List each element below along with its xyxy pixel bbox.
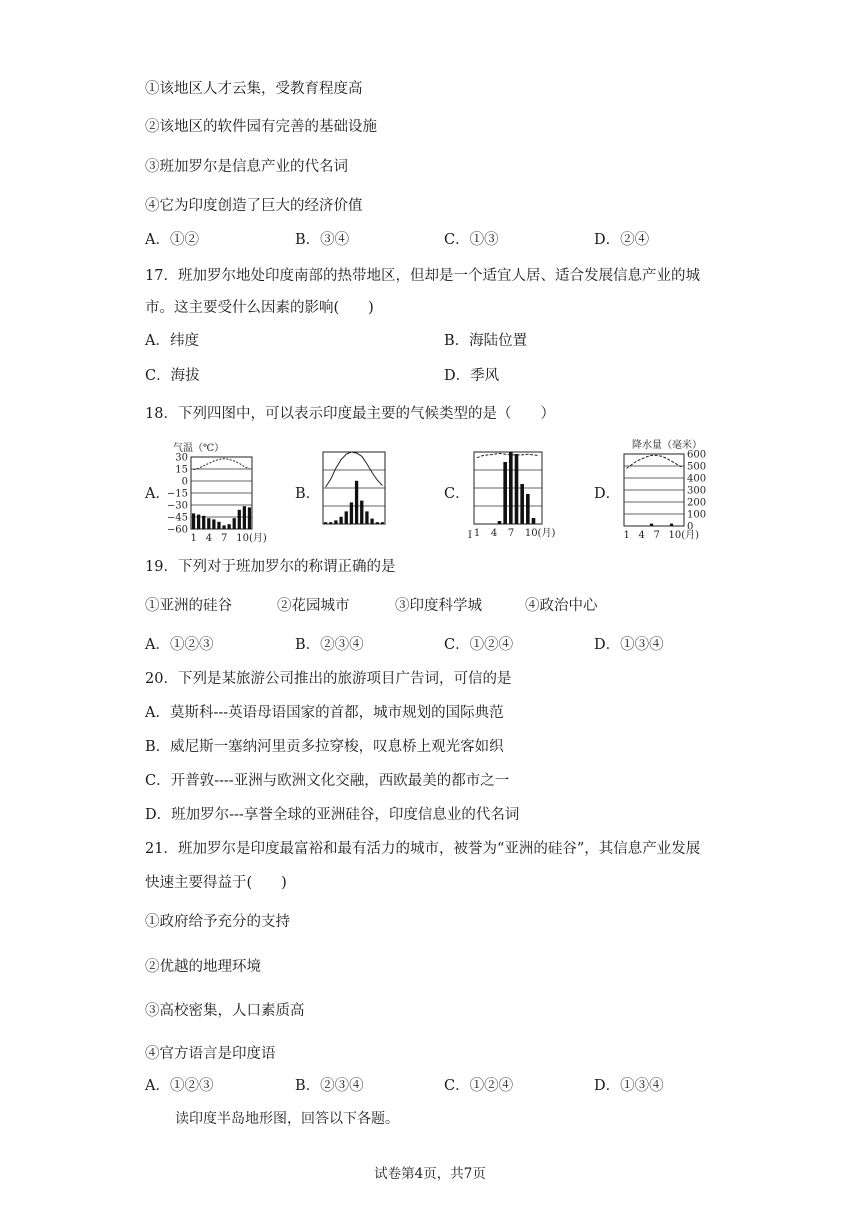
climate-chart-d (618, 437, 728, 547)
chart-b-precip-bar (334, 520, 337, 524)
chart-a-temp-tick: −60 (166, 524, 188, 536)
q18-option-c-label: C． (444, 486, 470, 502)
q17-option-b: B．海陆位置 (444, 333, 528, 349)
q16-option-c: C．①③ (444, 232, 499, 248)
map-intro: 读印度半岛地形图，回答以下各题。 (175, 1111, 399, 1127)
chart-a-precip-bar (212, 519, 215, 529)
chart-d-month-tick: 4 (638, 530, 645, 541)
chart-a-precip-bar (243, 506, 246, 529)
chart-a-temp-tick: −45 (166, 512, 188, 524)
q19-item-2: ②花园城市 (277, 598, 350, 614)
chart-a-precip-bar (202, 516, 205, 529)
chart-d-precip-tick: 600 (687, 449, 707, 461)
q19-item-3: ③印度科学城 (395, 598, 482, 614)
climate-chart-a (163, 440, 267, 545)
chart-c-precip-bar (515, 454, 519, 524)
chart-b-precip-bar (339, 517, 342, 524)
chart-b-precip-bar (381, 522, 384, 524)
chart-d-precip-tick: 500 (687, 461, 707, 473)
chart-a-precip-bar (207, 518, 210, 529)
chart-a-temp-tick: 30 (175, 452, 188, 464)
q16-option-b: B．③④ (295, 232, 350, 248)
chart-d-precip-bar (650, 524, 653, 526)
chart-d-precip-bar (670, 524, 673, 526)
q21-option-b: B．②③④ (295, 1078, 364, 1094)
q20-option-b: B．威尼斯一塞纳河里贡多拉穿梭，叹息桥上观光客如织 (145, 739, 504, 755)
q20-option-c: C．开普敦----亚洲与欧洲文化交融，西欧最美的都市之一 (145, 773, 510, 789)
chart-a-precip-bar (222, 525, 225, 529)
chart-d-precip-tick: 400 (687, 473, 707, 485)
chart-d-precip-tick: 100 (687, 509, 707, 521)
chart-a-month-tick: 10(月) (236, 533, 267, 544)
q19-option-c: C．①②④ (444, 637, 514, 653)
q16-item-1: ①该地区人才云集，受教育程度高 (145, 81, 363, 97)
chart-d-month-tick: 7 (653, 530, 660, 541)
q20-option-d: D．班加罗尔---享誉全球的亚洲硅谷，印度信息业的代名词 (145, 807, 520, 823)
chart-d-precip-tick: 0 (687, 521, 694, 533)
q18-option-b-label: B． (295, 486, 321, 502)
chart-b-precip-bar (360, 501, 363, 524)
chart-b-precip-bar (376, 522, 379, 524)
q16-item-2: ②该地区的软件园有完善的基础设施 (145, 119, 377, 135)
chart-c-precip-bar (532, 518, 536, 524)
chart-b-precip-bar (355, 481, 358, 524)
q21-option-d: D．①③④ (594, 1078, 664, 1094)
q17-option-c: C．海拔 (145, 368, 200, 384)
chart-b-precip-bar (350, 502, 353, 524)
chart-b-precip-bar (370, 519, 373, 524)
q17-stem-line1: 17．班加罗尔地处印度南部的热带地区，但却是一个适宜人居、适合发展信息产业的城 (145, 268, 700, 284)
chart-b-precip-bar (324, 522, 327, 524)
chart-c-precip-bar (503, 462, 507, 524)
q20-stem: 20．下列是某旅游公司推出的旅游项目广告词，可信的是 (145, 671, 512, 687)
chart-b-precip-bar (329, 522, 332, 524)
q19-option-a: A．①②③ (145, 637, 214, 653)
chart-a-precip-bar (227, 524, 230, 529)
q18-stem: 18．下列四图中，可以表示印度最主要的气候类型的是（ ） (145, 406, 555, 422)
q19-option-b: B．②③④ (295, 637, 364, 653)
page-footer: 试卷第4页，共7页 (374, 1166, 486, 1182)
chart-a-month-tick: 7 (221, 533, 228, 544)
q19-item-1: ①亚洲的硅谷 (145, 598, 232, 614)
q18-option-a-label: A． (145, 486, 170, 502)
chart-b-precip-bar (345, 511, 348, 524)
q16-item-3: ③班加罗尔是信息产业的代名词 (145, 159, 348, 175)
chart-d-month-tick: 1 (623, 530, 630, 541)
q20-option-a: A．莫斯科---英语母语国家的首都，城市规划的国际典范 (145, 705, 504, 721)
q17-stem-line2: 市。这主要受什么因素的影响( ) (145, 300, 374, 316)
chart-a-temp-tick: −15 (166, 488, 188, 500)
chart-c-month-tick: 7 (507, 528, 515, 539)
chart-a-month-tick: 4 (205, 533, 213, 544)
chart-d-precip-tick: 200 (687, 497, 707, 509)
q21-option-a: A．①②③ (145, 1078, 214, 1094)
q19-item-4: ④政治中心 (525, 598, 598, 614)
q21-item-2: ②优越的地理环境 (145, 959, 261, 975)
chart-a-temp-tick: −30 (166, 500, 188, 512)
chart-c-precip-bar (520, 484, 524, 524)
chart-a-precip-bar (248, 507, 251, 529)
chart-a-precip-bar (238, 510, 241, 529)
q21-stem-line2: 快速主要得益于( ) (145, 875, 287, 891)
chart-c-month-tick: 10(月) (524, 528, 556, 539)
chart-d-precip-tick: 300 (687, 485, 707, 497)
climate-chart-b (318, 450, 393, 540)
chart-a-precip-bar (217, 522, 220, 529)
chart-c-temperature-line (477, 453, 539, 457)
chart-a-temp-tick: 15 (175, 464, 188, 476)
chart-b-temperature-line (326, 452, 383, 487)
chart-d-precip-axis-title: 降水量（毫米） (632, 440, 702, 451)
chart-a-temp-tick: 0 (181, 476, 188, 488)
chart-a-month-tick: 1 (190, 533, 197, 544)
q16-option-a: A．①② (145, 232, 199, 248)
chart-d-temperature-line (627, 455, 682, 468)
q21-stem-line1: 21．班加罗尔是印度最富裕和最有活力的城市，被誉为“亚洲的硅谷”，其信息产业发展 (145, 841, 701, 857)
chart-a-precip-bar (197, 515, 200, 529)
chart-c-left-tick: I (468, 530, 472, 541)
q21-item-4: ④官方语言是印度语 (145, 1046, 276, 1062)
chart-c-precip-bar (526, 494, 530, 524)
q21-option-c: C．①②④ (444, 1078, 514, 1094)
chart-a-temp-axis-title: 气温（℃） (173, 443, 225, 454)
chart-a-temperature-line (194, 459, 250, 470)
q16-option-d: D．②④ (594, 232, 650, 248)
q19-stem: 19．下列对于班加罗尔的称谓正确的是 (145, 559, 396, 575)
chart-d-month-tick: 10(月) (668, 530, 700, 541)
chart-c-month-tick: 4 (490, 528, 498, 539)
q17-option-a: A．纬度 (145, 333, 199, 349)
chart-c-month-tick: 1 (473, 528, 481, 539)
q18-option-d-label: D． (594, 486, 621, 502)
q16-item-4: ④它为印度创造了巨大的经济价值 (145, 198, 363, 214)
chart-a-precip-bar (192, 513, 195, 529)
chart-b-precip-bar (365, 511, 368, 524)
chart-c-precip-bar (509, 452, 513, 524)
chart-c-precip-bar (498, 521, 502, 524)
q17-option-d: D．季风 (444, 368, 500, 384)
chart-a-precip-bar (233, 518, 236, 529)
q19-option-d: D．①③④ (594, 637, 664, 653)
climate-chart-c (466, 448, 556, 543)
q21-item-1: ①政府给予充分的支持 (145, 914, 290, 930)
q21-item-3: ③高校密集，人口素质高 (145, 1003, 305, 1019)
